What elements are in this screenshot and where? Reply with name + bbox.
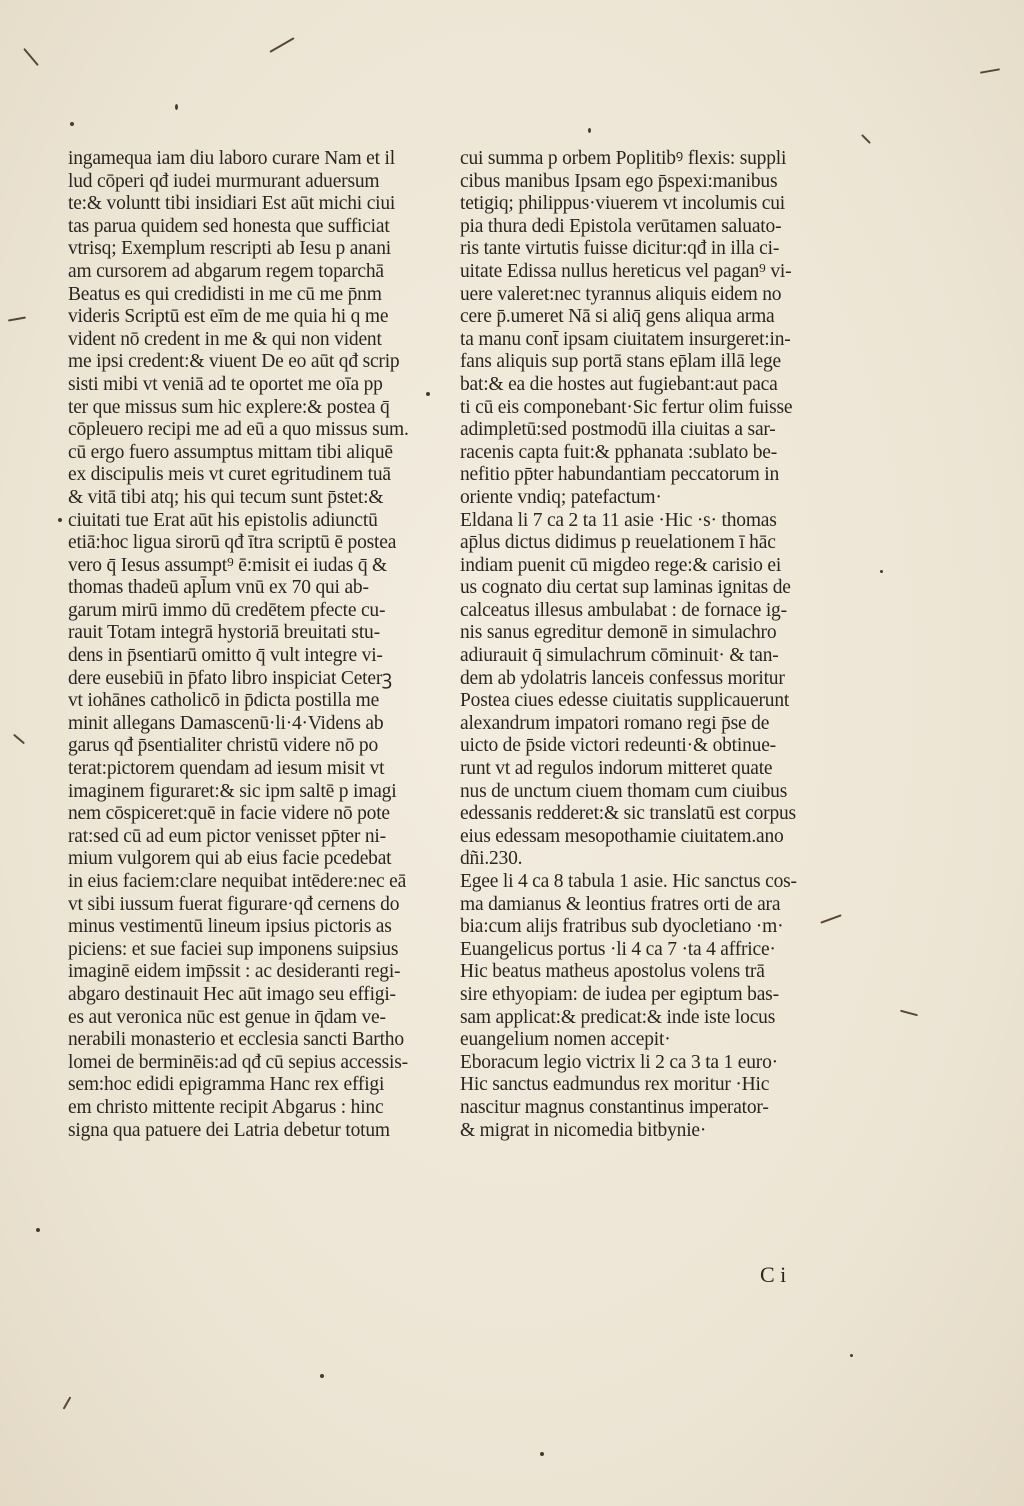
text-line: ti cū eis componebant·Sic fertur olim fuisse: [460, 396, 793, 418]
right-text-column: [460, 148, 805, 1142]
paper-scratch: [861, 134, 871, 144]
text-line: euangelium nomen accepit·: [460, 1029, 671, 1051]
text-line: & vitā tibi atq; his qui tecum sunt p̄stet:&: [68, 486, 384, 508]
text-line: cū ergo fuero assumptus mittam tibi aliquē: [68, 441, 393, 463]
text-line: rat:sed cū ad eum pictor venisset pp̄ter ni-: [68, 825, 386, 847]
text-line: calceatus illesus ambulabat : de fornace ig-: [460, 599, 787, 621]
text-line: Beatus es qui credidisti in me cū me p̄nm: [68, 283, 382, 305]
text-line: em christo mittente recipit Abgarus : hinc: [68, 1096, 384, 1118]
paper-scratch: [980, 68, 1000, 73]
text-line: sisti mibi vt veniā ad te oportet me oīa pp: [68, 373, 383, 395]
text-line: imaginē eidem imp̄ssit : ac desideranti regi-: [68, 961, 401, 983]
paper-speck: [58, 518, 62, 522]
text-line: am cursorem ad abgarum regem toparchā: [68, 260, 384, 282]
text-line: imaginem figuraret:& sic ipm saltē p imagi: [68, 780, 397, 802]
text-line: sire ethyopiam: de iudea per egiptum bas-: [460, 983, 779, 1005]
text-line: fans aliquis sup portā stans ep̄lam illā lege: [460, 351, 781, 373]
text-line: nascitur magnus constantinus imperator-: [460, 1096, 769, 1118]
text-line: nefitio pp̄ter habundantiam peccatorum in: [460, 464, 780, 486]
text-line: nerabili monasterio et ecclesia sancti Bartho: [68, 1029, 404, 1051]
text-line: Eboracum legio victrix li 2 ca 3 ta 1 euro·: [460, 1051, 778, 1073]
text-line: mium vulgorem qui ab eius facie pcedebat: [68, 848, 392, 870]
paper-scratch: [13, 734, 25, 745]
paper-scratch: [269, 37, 294, 53]
text-line: edessanis redderet:& sic translatū est corpus: [460, 803, 796, 825]
text-line: signa qua patuere dei Latria debetur totum: [68, 1119, 390, 1141]
text-line: ris tante virtutis fuisse dicitur:qđ in illa ci-: [460, 238, 780, 260]
text-line: us cognato diu certat sup laminas ignitas de: [460, 577, 791, 599]
text-line: dñi.230.: [460, 848, 523, 870]
text-line: garus qđ p̄sentialiter christū videre nō po: [68, 735, 379, 757]
text-line: cōpleuero recipi me ad eū a quo missus sum.: [68, 419, 409, 441]
text-line: etiā:hoc ligua sirorū qđ ītra scriptū ē postea: [68, 532, 397, 554]
text-line: nem cōspiceret:quē in facie videre nō pote: [68, 803, 390, 825]
paper-scratch: [23, 48, 39, 66]
text-line: piciens: et sue faciei sup imponens suipsius: [68, 938, 399, 960]
text-line: ter que missus sum hic explere:& postea q̄: [68, 396, 390, 418]
paper-scratch: [820, 914, 841, 923]
text-line: bat:& ea die hostes aut fugiebant:aut paca: [460, 373, 778, 395]
text-line: uicto de p̄side victori redeunti·& obtinue-: [460, 735, 776, 757]
text-line: minit allegans Damascenū·li·4·Videns ab: [68, 712, 384, 734]
text-line: nis sanus egreditur demonē in simulachro: [460, 622, 777, 644]
text-line: videris Scriptū est eīm de me quia hi q me: [68, 306, 389, 328]
text-line: dens in p̄sentiarū omitto q̄ vult integre vi-: [68, 645, 383, 667]
text-line: nus de unctum ciuem thomam cum ciuibus: [460, 780, 788, 802]
text-line: Postea ciues edesse ciuitatis supplicauerunt: [460, 690, 790, 712]
text-line: cui summa p orbem Poplitibꝰ flexis: suppli: [460, 148, 787, 169]
text-line: lud cōperi qđ iudei murmurant aduersum: [68, 170, 380, 192]
text-line: vident nō credent in me & qui non vident: [68, 328, 382, 350]
text-line: Hic beatus matheus apostolus volens trā: [460, 961, 765, 983]
text-line: bia:cum alijs fratribus sub dyocletiano ·m·: [460, 916, 784, 938]
paper-scratch: [900, 1010, 918, 1017]
text-line: ta manu cont̄ ipsam ciuitatem insurgeret:in-: [460, 328, 791, 350]
text-line: tetigiq; philippus·viuerem vt incolumis cui: [460, 193, 786, 215]
text-line: ex discipulis meis vt curet egritudinem tuā: [68, 464, 391, 486]
text-line: vt iohānes catholicō in p̄dicta postilla me: [68, 690, 380, 712]
text-line: racenis capta fuit:& pphanata :sublato be-: [460, 441, 778, 463]
text-line: Euangelicus portus ·li 4 ca 7 ·ta 4 affrice·: [460, 938, 776, 960]
paper-speck: [70, 122, 74, 126]
text-line: te:& voluntt tibi insidiari Est aūt michi ciui: [68, 193, 396, 215]
text-line: thomas thadeū apl̄um vnū ex 70 qui ab-: [68, 577, 369, 599]
text-line: sem:hoc edidi epigramma Hanc rex effigi: [68, 1074, 385, 1096]
text-line: minus vestimentū lineum ipsius pictoris as: [68, 916, 392, 938]
text-line: in eius faciem:clare nequibat intēdere:nec eā: [68, 871, 407, 892]
text-line: dere eusebiū in p̄fato libro inspiciat Ceterꝫ: [68, 667, 392, 689]
text-line: indiam puenit cū migdeo rege:& carisio ei: [460, 554, 782, 576]
text-line: runt vt ad regulos indorum mitteret quate: [460, 758, 773, 780]
text-line: dem ab ydolatris lanceis confessus moritur: [460, 667, 785, 689]
paper-speck: [36, 1228, 40, 1232]
text-line: sam applicat:& predicat:& inde iste locus: [460, 1006, 776, 1028]
text-line: pia thura dedi Epistola verūtamen saluato-: [460, 215, 782, 237]
text-line: ap̄lus dictus didimus p reuelationem ī hāc: [460, 532, 776, 554]
text-line: vero q̄ Iesus assumpt⁹ ē:misit ei iudas q̄ &: [68, 554, 388, 576]
text-line: & migrat in nicomedia bitbynie·: [460, 1119, 707, 1141]
text-line: tas parua quidem sed honesta que sufficiat: [68, 215, 390, 237]
text-line: ma damianus & leontius fratres orti de ara: [460, 893, 781, 915]
text-line: vt sibi iussum fuerat figurare·qđ cernens do: [68, 893, 400, 915]
text-line: uere valeret:nec tyrannus aliquis eidem no: [460, 283, 782, 305]
text-line: adiurauit q̄ simulachrum cōminuit· & tan-: [460, 645, 779, 667]
text-line: terat:pictorem quendam ad iesum misit vt: [68, 758, 385, 780]
text-line: uitate Edissa nullus hereticus vel pagan⁹ vi-: [460, 260, 792, 282]
paper-speck: [320, 1374, 324, 1378]
text-line: eius edessam mesopothamie ciuitatem.ano: [460, 825, 784, 847]
text-line: lomei de berminēis:ad qđ cū sepius accessis-: [68, 1051, 408, 1073]
text-line: alexandrum impatori romano regi p̄se de: [460, 712, 770, 734]
text-line: ingamequa iam diu laboro curare Nam et il: [68, 148, 395, 169]
signature-mark: C i: [760, 1262, 787, 1287]
paper-speck: [426, 392, 430, 396]
text-line: rauit Totam integrā hystoriā breuitati stu-: [68, 622, 380, 644]
paper-speck: [850, 1354, 853, 1357]
text-line: ciuitati tue Erat aūt his epistolis adiunctū: [68, 509, 378, 531]
text-line: me ipsi credent:& viuent De eo aūt qđ scrip: [68, 351, 400, 373]
text-line: cere p̄.umeret Nā si aliq̄ gens aliqua arma: [460, 306, 775, 328]
text-line: Eldana li 7 ca 2 ta 11 asie ·Hic ·s· thomas: [460, 509, 777, 531]
text-line: Egee li 4 ca 8 tabula 1 asie. Hic sanctus cos-: [460, 871, 797, 892]
paper-scratch: [8, 316, 26, 321]
text-line: vtrisq; Exemplum rescripti ab Iesu p anani: [68, 238, 392, 260]
text-line: abgaro destinauit Hec aūt imago seu effigi-: [68, 983, 396, 1005]
text-line: es aut veronica nūc est genue in q̄dam ve-: [68, 1006, 386, 1028]
paper-speck: [880, 570, 883, 573]
paper-speck: [588, 128, 591, 133]
text-line: cibus manibus Ipsam ego p̄spexi:manibus: [460, 170, 778, 192]
text-line: adimpletū:sed postmodū illa ciuitas a sar-: [460, 419, 776, 441]
left-text-column: [68, 148, 438, 1142]
text-line: oriente vndiq; patefactum·: [460, 486, 662, 508]
text-line: Hic sanctus eadmundus rex moritur ·Hic: [460, 1074, 770, 1096]
paper-speck: [540, 1452, 544, 1456]
text-line: garum mirū immo dū credētem pfecte cu-: [68, 599, 386, 621]
paper-speck: [175, 104, 178, 110]
paper-scratch: [63, 1396, 72, 1409]
